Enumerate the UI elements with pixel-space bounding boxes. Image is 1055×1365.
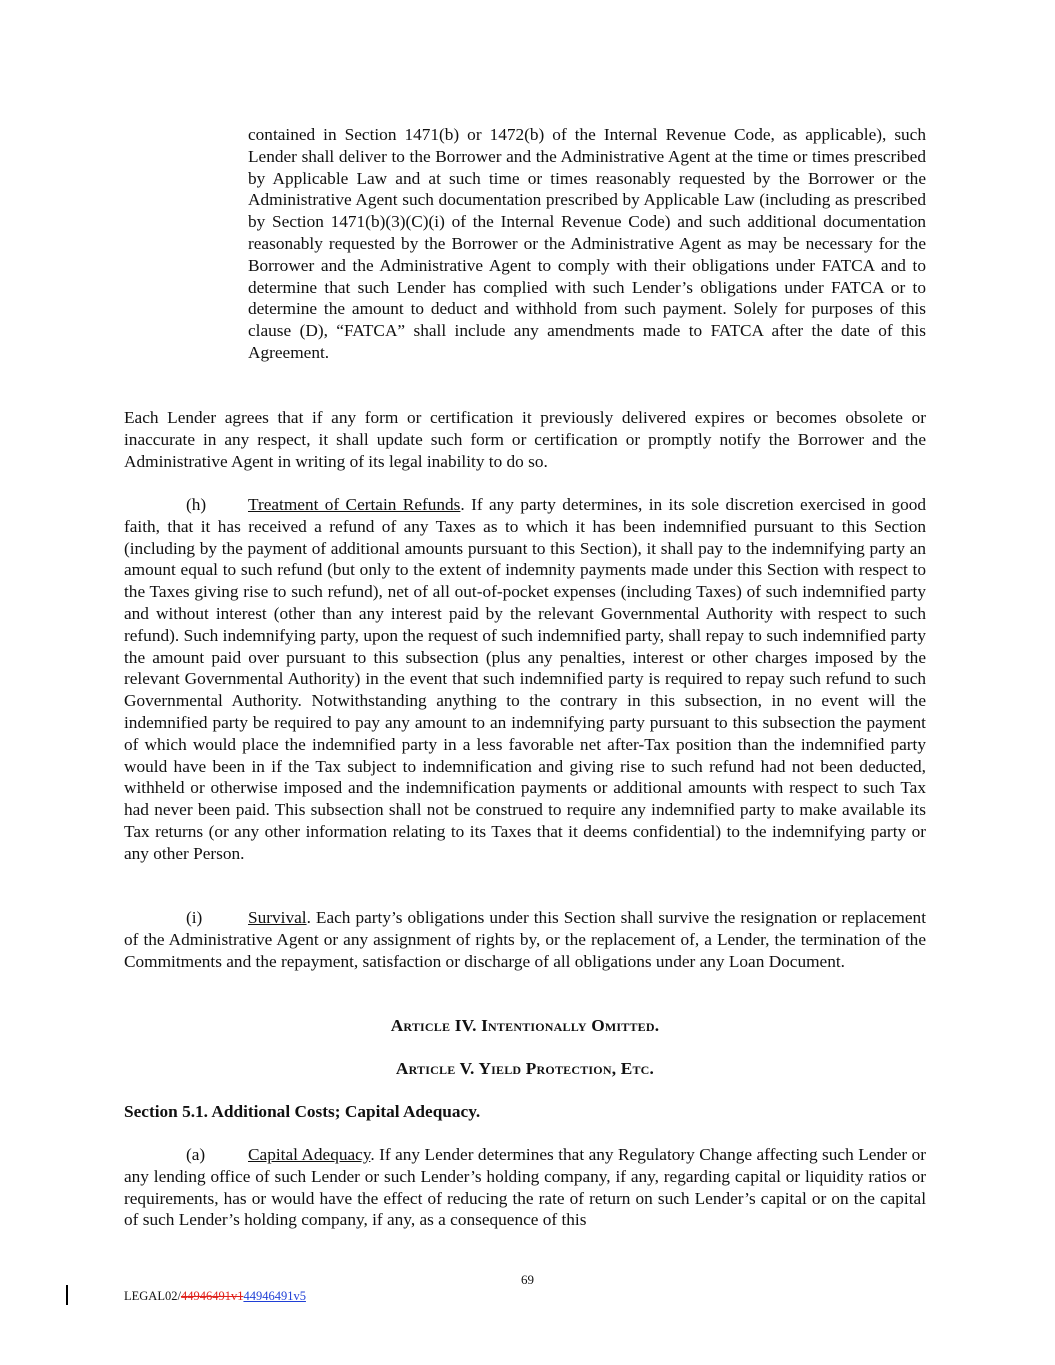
- section-a-body: . If any Lender determines that any Regulatory Change affecting such Lender or any lending office of such Lender or such Lender’s holding company, if any, regarding capital or liquidity ratios or requirements, has or would have the effect of reducing the rate of return on such Lender’s capital or on the capital of such Lender’s holding company, if any, as a consequence of this: [124, 1145, 926, 1230]
- section-i-title: Survival: [248, 908, 307, 927]
- section-h-label: (h): [186, 495, 207, 514]
- document-footer: [124, 1289, 306, 1304]
- change-bar: [66, 1285, 68, 1305]
- each-lender-paragraph: [124, 407, 926, 472]
- clause-d-text: contained in Section 1471(b) or 1472(b) of the Internal Revenue Code, as applicable), such Lender shall deliver to the Borrower and the Administrative Agent at the time or times prescribed by Applicable Law and at such time or times reasonably requested by the Borrower or the Administrative Agent such documentation prescribed by Applicable Law (including as prescribed by Section 1471(b)(3)(C)(i) of the Internal Revenue Code) and such additional documentation reasonably requested by the Borrower or the Administrative Agent as may be necessary for the Borrower and the Administrative Agent to comply with their obligations under FATCA and to determine that such Lender has complied with such Lender’s obligations under FATCA or to determine the amount to deduct and withhold from such payment. Solely for purposes of this clause (D), “FATCA” shall include any amendments made to FATCA after the date of this Agreement.: [248, 125, 926, 362]
- section-h-body: . If any party determines, in its sole discretion exercised in good faith, that it has received a refund of any Taxes as to which it has been indemnified pursuant to this Section (including by the payment of additional amounts pursuant to this Section), it shall pay to the indemnifying party an amount equal to such refund (but only to the extent of indemnity payments made under this Section with respect to the Taxes giving rise to such refund), net of all out-of-pocket expenses (including Taxes) of such indemnified party and without interest (other than any interest paid by the relevant Governmental Authority with respect to such refund). Such indemnifying party, upon the request of such indemnified party, shall repay to such indemnified party the amount paid over pursuant to this subsection (plus any penalties, interest or other charges imposed by the relevant Governmental Authority) in the event that such indemnified party is required to repay such refund to such Governmental Authority. Notwithstanding anything to the contrary in this subsection, in no event will the indemnified party be required to pay any amount to an indemnifying party pursuant to this subsection the payment of which would place the indemnified party in a less favorable net after-Tax position than the indemnified party would have been in if the Tax subject to indemnification and giving rise to such refund had not been deducted, withheld or otherwise imposed and the indemnification payments or additional amounts with respect to such Tax had never been paid. This subsection shall not be construed to require any indemnified party to make available its Tax returns (or any other information relating to its Taxes that it deems confidential) to the indemnifying party or any other Person.: [124, 495, 927, 863]
- section-5-1-heading: Section 5.1. Additional Costs; Capital Adequacy.: [124, 1102, 481, 1121]
- footer-inserted-version: 44946491v5: [243, 1289, 306, 1303]
- section-i-label: (i): [186, 908, 203, 927]
- section-h-title: Treatment of Certain Refunds: [248, 495, 461, 514]
- footer-prefix: LEGAL02/: [124, 1289, 181, 1303]
- article-iv-heading: Article IV. Intentionally Omitted.: [390, 1016, 660, 1035]
- clause-d-continuation: [248, 124, 926, 364]
- section-h-paragraph: [124, 494, 926, 865]
- section-a-paragraph: [124, 1144, 926, 1231]
- page-number: 69: [521, 1272, 534, 1287]
- article-v-heading: Article V. Yield Protection, Etc.: [395, 1059, 655, 1078]
- section-i: [124, 907, 926, 972]
- section-i-paragraph: [124, 907, 926, 972]
- section-i-body: . Each party’s obligations under this Section shall survive the resignation or replacement of the Administrative Agent or any assignment of rights by, or the replacement of, a Lender, the termination of the Commitments and the repayment, satisfaction or discharge of all obligations under any Loan Document.: [124, 908, 926, 971]
- section-a-title: Capital Adequacy: [248, 1145, 371, 1164]
- footer-deleted-version: 44946491v1: [180, 1289, 244, 1303]
- section-h: [124, 494, 926, 865]
- section-a: [124, 1144, 926, 1231]
- section-a-label: (a): [186, 1145, 206, 1164]
- each-lender-text: Each Lender agrees that if any form or certification it previously delivered expires or becomes obsolete or inaccurate in any respect, it shall update such form or certification or promptly notify the Borrower and the Administrative Agent in writing of its legal inability to do so.: [124, 408, 926, 471]
